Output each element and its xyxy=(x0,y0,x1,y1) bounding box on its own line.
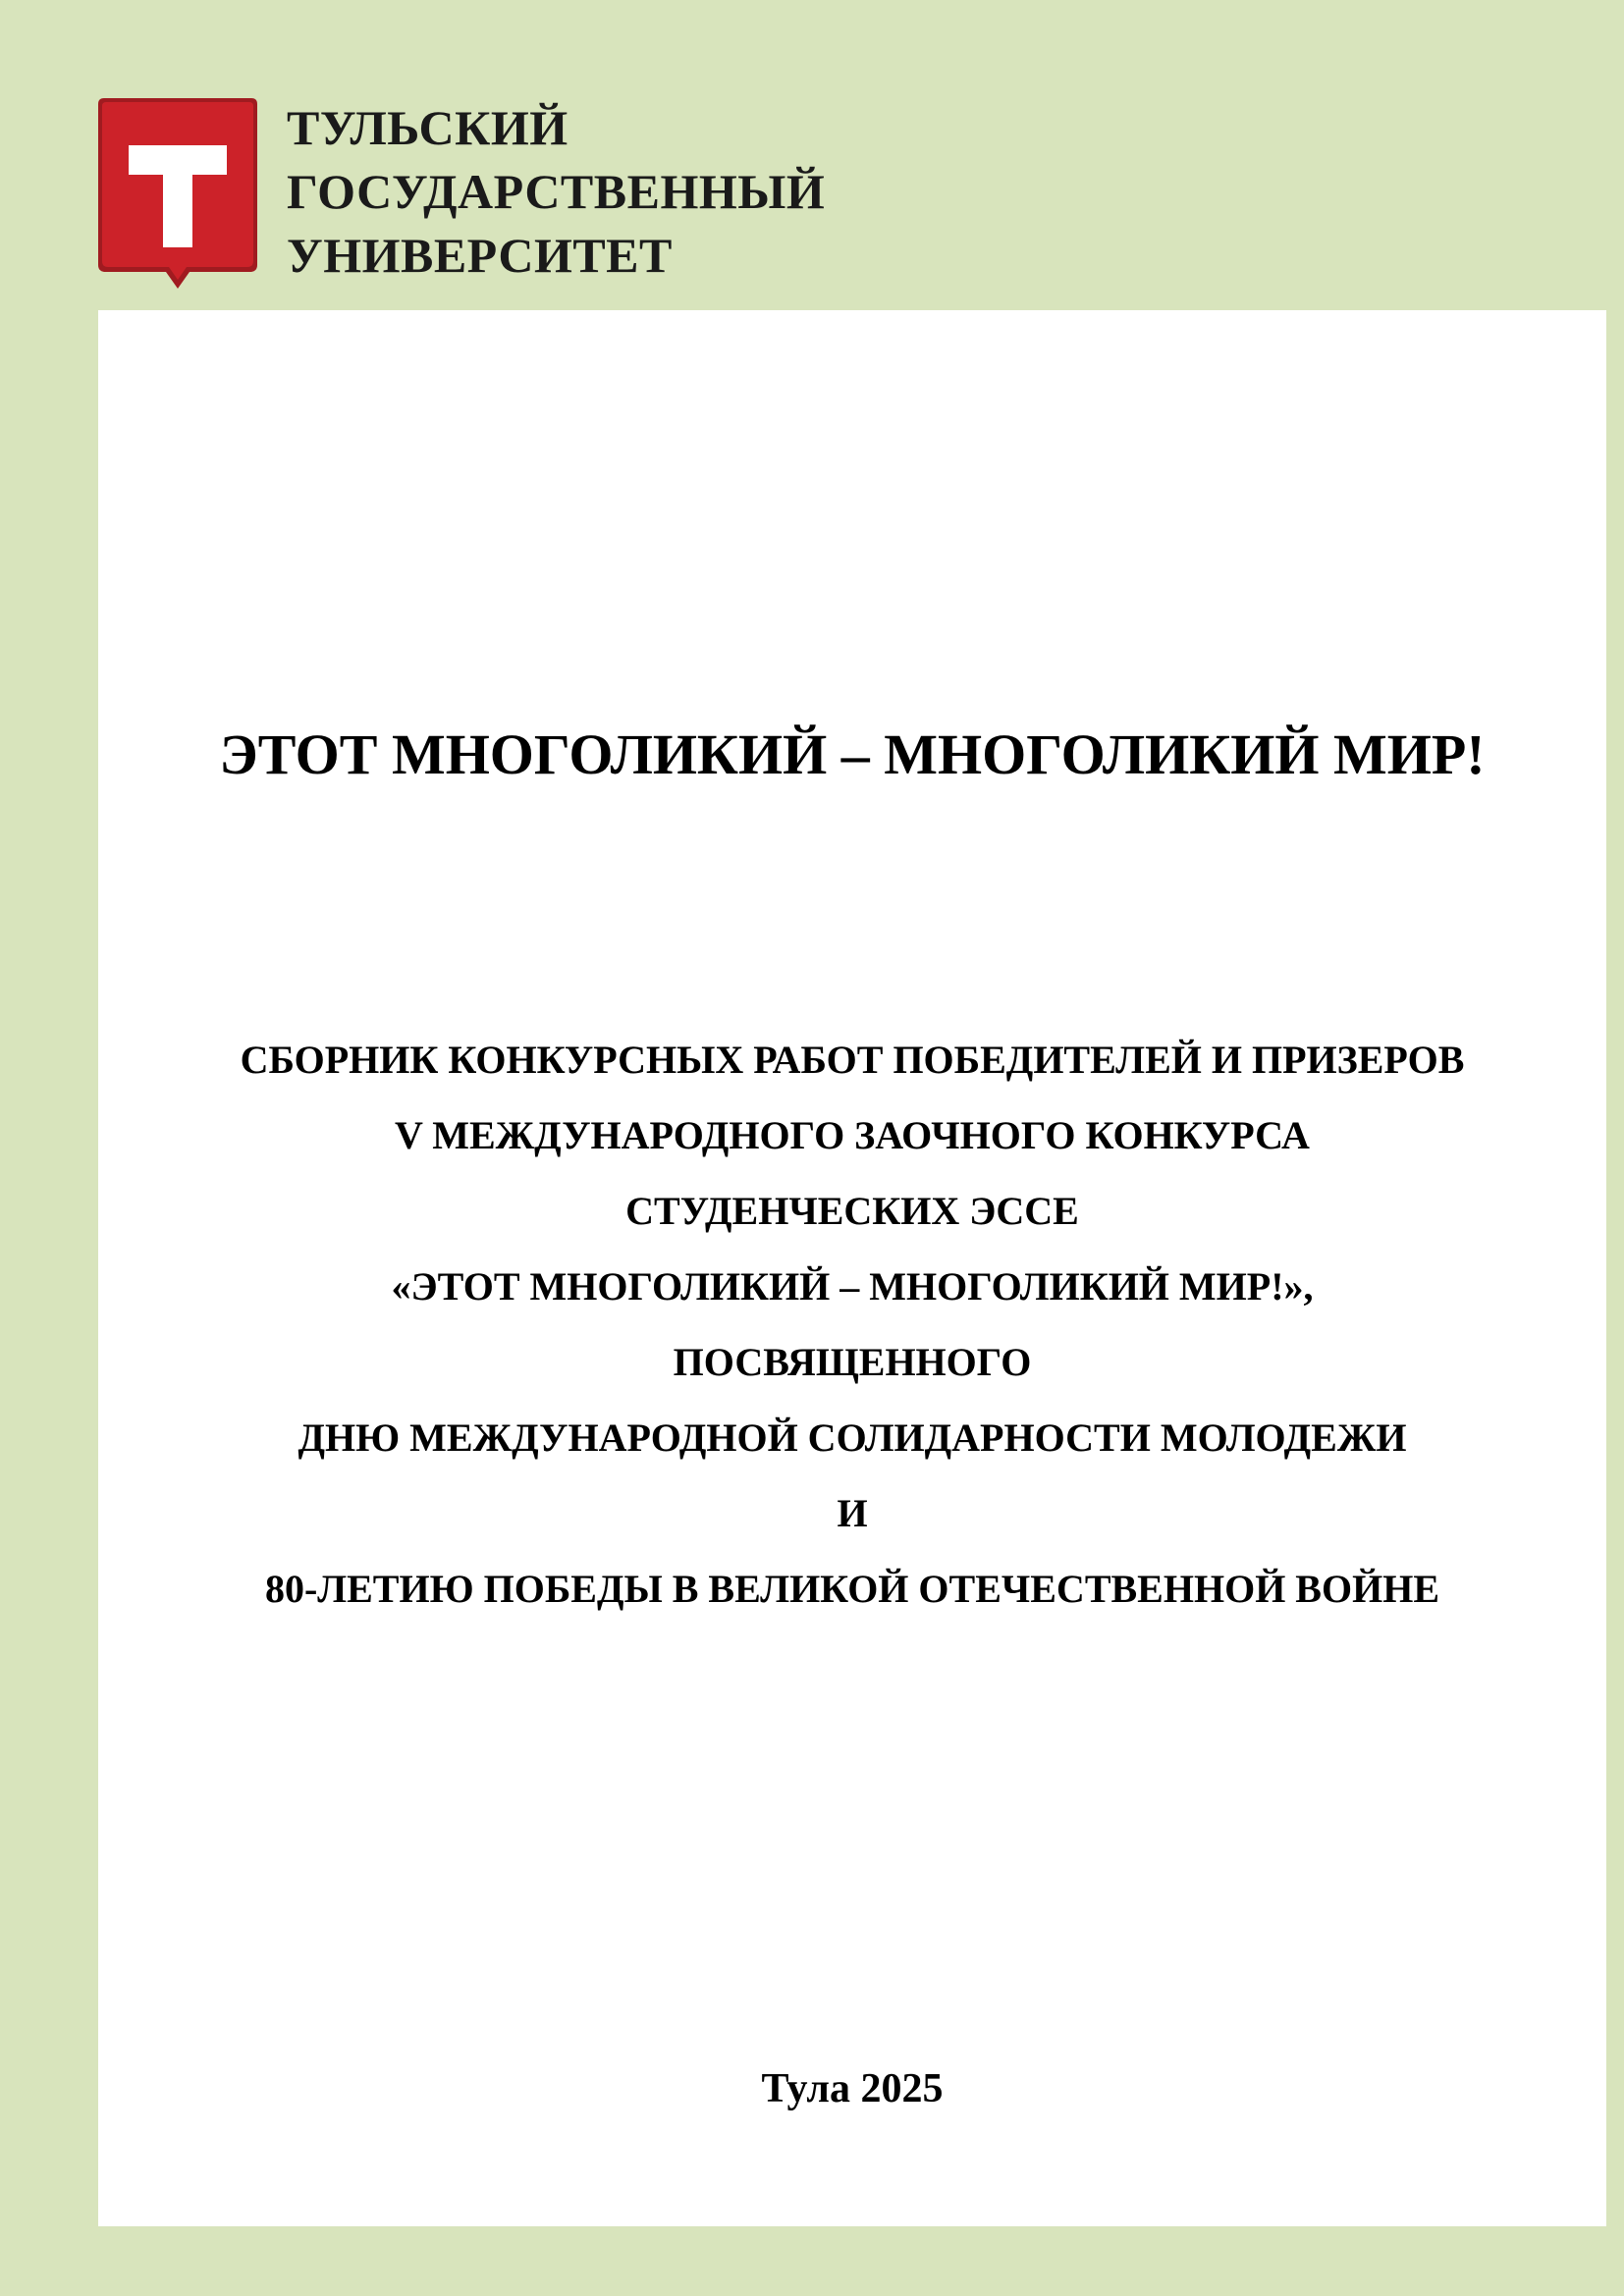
university-name-line-1: ТУЛЬСКИЙ xyxy=(287,100,568,155)
subtitle-line-6: ДНЮ МЕЖДУНАРОДНОЙ СОЛИДАРНОСТИ МОЛОДЕЖИ xyxy=(298,1415,1407,1460)
university-logo xyxy=(96,96,259,290)
book-title: ЭТОТ МНОГОЛИКИЙ – МНОГОЛИКИЙ МИР! xyxy=(219,722,1486,786)
subtitle-line-5: ПОСВЯЩЕННОГО xyxy=(673,1340,1032,1384)
book-subtitle xyxy=(98,1022,1606,1627)
university-name-line-3: УНИВЕРСИТЕТ xyxy=(287,228,673,283)
imprint-city-year: Тула 2025 xyxy=(761,2066,944,2111)
subtitle-line-2: V МЕЖДУНАРОДНОГО ЗАОЧНОГО КОНКУРСА xyxy=(395,1113,1310,1157)
university-name-line-2: ГОСУДАРСТВЕННЫЙ xyxy=(287,164,826,219)
university-shield-t-icon xyxy=(96,96,259,290)
university-name xyxy=(287,96,825,288)
cover-sheet xyxy=(98,310,1606,2226)
subtitle-line-3: СТУДЕНЧЕСКИХ ЭССЕ xyxy=(625,1189,1079,1233)
subtitle-line-7: И xyxy=(837,1491,868,1535)
subtitle-line-1: СБОРНИК КОНКУРСНЫХ РАБОТ ПОБЕДИТЕЛЕЙ И ПРИЗЕРОВ xyxy=(240,1038,1465,1082)
subtitle-line-4: «ЭТОТ МНОГОЛИКИЙ – МНОГОЛИКИЙ МИР!», xyxy=(391,1264,1314,1308)
subtitle-line-8: 80-ЛЕТИЮ ПОБЕДЫ В ВЕЛИКОЙ ОТЕЧЕСТВЕННОЙ ВОЙНЕ xyxy=(264,1567,1440,1611)
